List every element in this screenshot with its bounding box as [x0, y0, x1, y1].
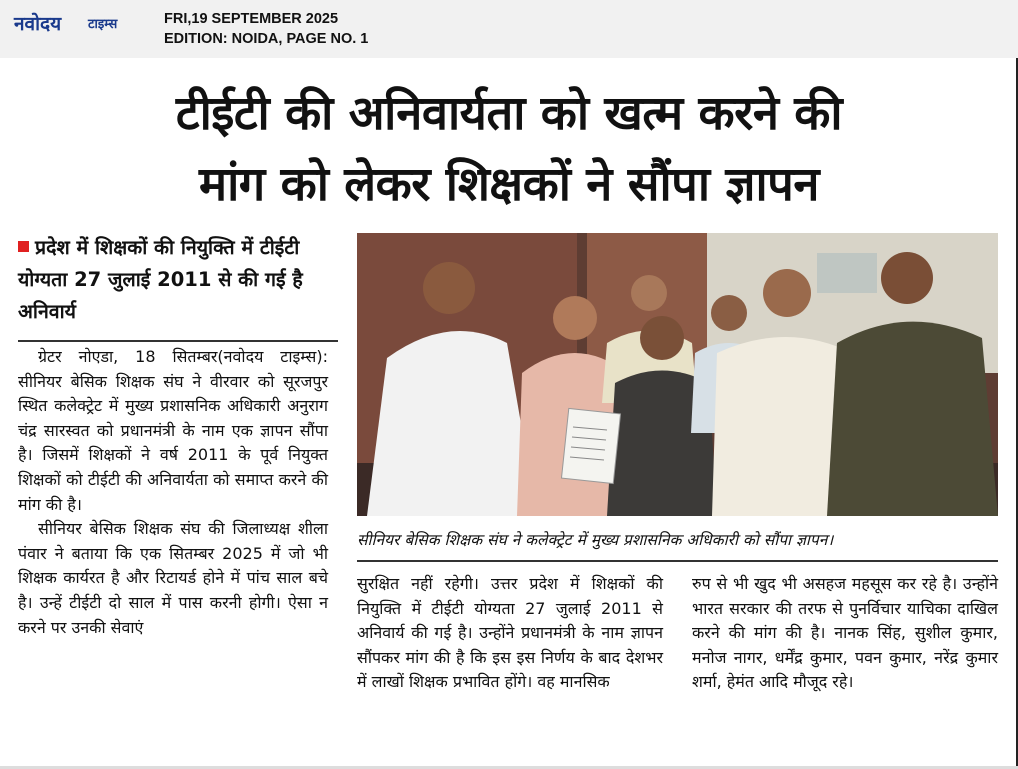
subheading-text: प्रदेश में शिक्षकों की नियुक्ति में टीईटी योग्यता 27 जुलाई 2011 से की गई है अनिवार्य [18, 236, 303, 323]
logo-sub-text: टाइम्स [88, 17, 118, 32]
photo-caption: सीनियर बेसिक शिक्षक संघ ने कलेक्ट्रेट में मुख्य प्रशासनिक अधिकारी को सौंपा ज्ञापन। [357, 531, 834, 549]
column-1 [18, 345, 328, 640]
edition-info [164, 9, 368, 49]
subheading [18, 232, 343, 328]
headline [0, 78, 1018, 220]
masthead-bar [0, 0, 1018, 58]
bullet-square-icon [18, 241, 29, 252]
column-2 [357, 572, 663, 695]
group-photo-illustration [357, 233, 998, 516]
news-photo [357, 233, 998, 516]
column-1-paragraph-1: ग्रेटर नोएडा, 18 सितम्बर(नवोदय टाइम्स): सीनियर बेसिक शिक्षक संघ ने वीरवार को सूरजपुर स्थित कलेक्ट्रेट में मुख्य प्रशासनिक अधिकारी अनुराग चंद्र सारस्वत को प्रधानमंत्री के नाम एक ज्ञापन सौंपा है। जिसमें शिक्षकों ने वर्ष 2011 के पूर्व नियुक्त शिक्षकों को टीईटी की अनिवार्यता को समाप्त करने की मांग की है। [18, 347, 328, 514]
newspaper-logo[interactable] [14, 10, 139, 36]
headline-line-1: टीईटी की अनिवार्यता को खत्म करने की [175, 86, 843, 141]
column-3-paragraph: रुप से भी खुद भी असहज महसूस कर रहे है। उन्होंने भारत सरकार की तरफ से पुनर्विचार याचिका दाखिल करने की मांग की है। नानक सिंह, सुशील कुमार, मनोज नागर, धर्मेंद्र कुमार, पवन कुमार, नरेंद्र कुमार शर्मा, हेमंत आदि मौजूद रहे। [692, 574, 998, 692]
column-2-paragraph: सुरक्षित नहीं रहेगी। उत्तर प्रदेश में शिक्षकों की नियुक्ति में टीईटी योग्यता 27 जुलाई 2011 से अनिवार्य की गई है। उन्होंने प्रधानमंत्री के नाम ज्ञापन सौंपकर मांग की है कि इस इस निर्णय के बाद देशभर में लाखों शिक्षक प्रभावित होंगे। वह मानसिक [357, 574, 663, 692]
caption-divider [357, 560, 998, 562]
column-3 [692, 572, 998, 695]
subheading-divider [18, 340, 338, 342]
headline-line-2: मांग को लेकर शिक्षकों ने सौंपा ज्ञापन [199, 157, 819, 212]
logo-main-text: नवोदय [14, 13, 62, 35]
column-1-paragraph-2: सीनियर बेसिक शिक्षक संघ की जिलाध्यक्ष शीला पंवार ने बताया कि एक सितम्बर 2025 में जो भी शिक्षक कार्यरत है और रिटायर्ड होने में पांच साल बचे है। उन्हें टीईटी दो साल में पास करनी होगी। ऐसा न करने पर उनकी सेवाएं [18, 519, 328, 637]
edition-line: EDITION: NOIDA, PAGE NO. 1 [164, 31, 369, 47]
date-line: FRI,19 SEPTEMBER 2025 [164, 11, 339, 27]
